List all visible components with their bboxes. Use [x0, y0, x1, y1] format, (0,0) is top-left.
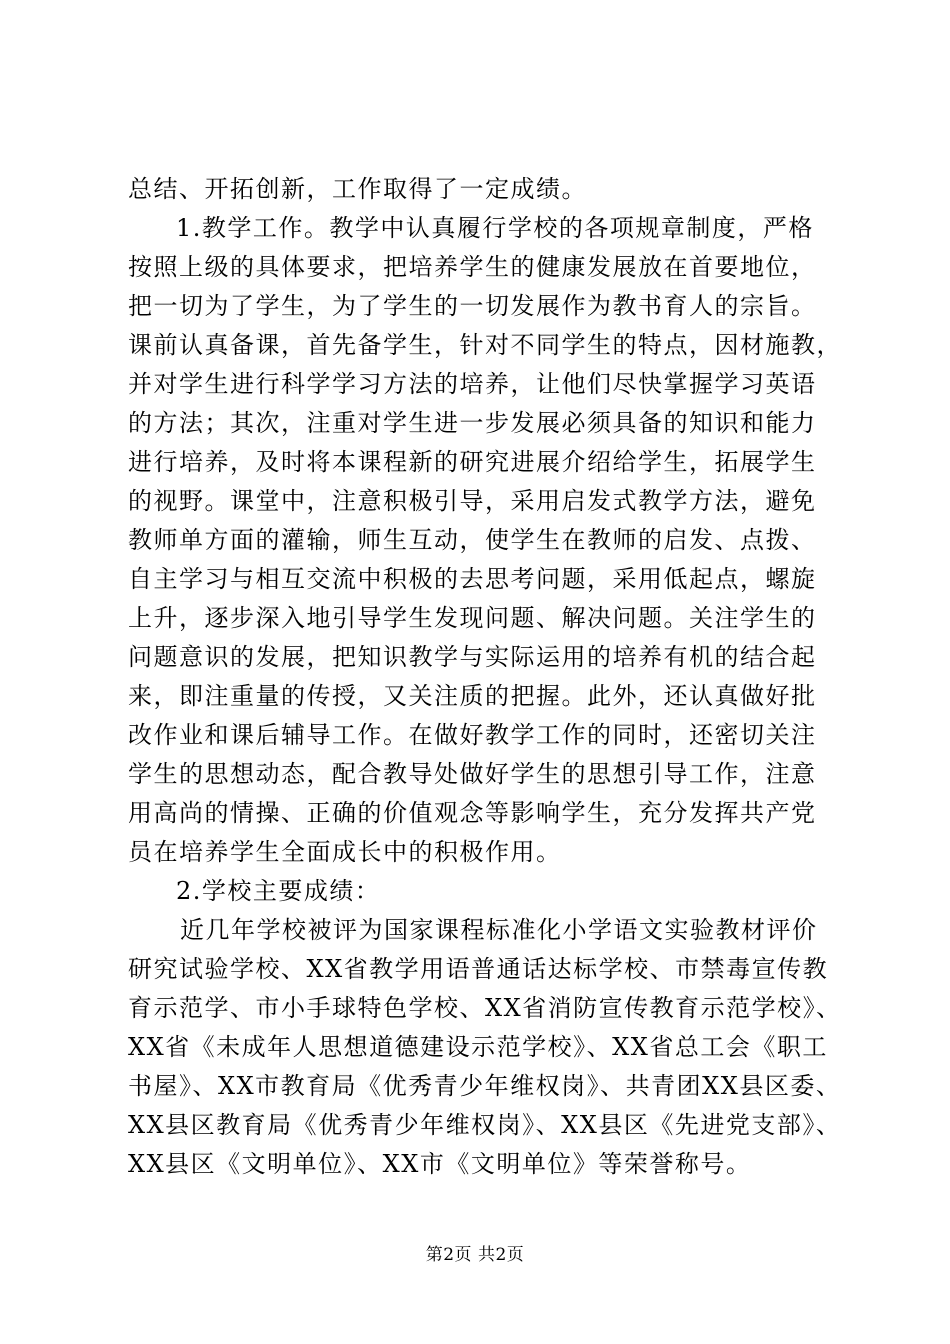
text-line: 把一切为了学生，为了学生的一切发展作为教书育人的宗旨。 [128, 292, 817, 320]
text-line: 来，即注重量的传授，又关注质的把握。此外，还认真做好批 [128, 682, 817, 710]
page-number-footer: 第2页 共2页 [425, 1245, 525, 1265]
text-line: XX县区教育局《优秀青少年维权岗》、XX县区《先进党支部》、 [128, 1111, 842, 1139]
text-line: 学生的思想动态，配合教导处做好学生的思想引导工作，注意 [128, 760, 817, 788]
text-line: 1.教学工作。教学中认真履行学校的各项规章制度，严格 [176, 214, 814, 242]
text-line: 书屋》、XX市教育局《优秀青少年维权岗》、共青团XX县区委、 [128, 1072, 842, 1100]
text-line: 育示范学、市小手球特色学校、XX省消防宣传教育示范学校》、 [128, 994, 842, 1022]
text-line: 研究试验学校、XX省教学用语普通话达标学校、市禁毒宣传教 [128, 955, 829, 983]
text-line: 自主学习与相互交流中积极的去思考问题，采用低起点，螺旋 [128, 565, 817, 593]
text-line: 员在培养学生全面成长中的积极作用。 [128, 838, 562, 866]
text-line: 课前认真备课，首先备学生，针对不同学生的特点，因材施教， [128, 331, 842, 359]
text-line: 按照上级的具体要求，把培养学生的健康发展放在首要地位， [128, 253, 817, 281]
text-line: 并对学生进行科学学习方法的培养，让他们尽快掌握学习英语 [128, 370, 817, 398]
text-line: 上升，逐步深入地引导学生发现问题、解决问题。关注学生的 [128, 604, 817, 632]
text-line: 进行培养，及时将本课程新的研究进展介绍给学生，拓展学生 [128, 448, 817, 476]
text-line: 的方法；其次，注重对学生进一步发展必须具备的知识和能力 [128, 409, 817, 437]
body-text [128, 170, 858, 1184]
text-line: 的视野。课堂中，注意积极引导，采用启发式教学方法，避免 [128, 487, 817, 515]
text-line: XX县区《文明单位》、XX市《文明单位》等荣誉称号。 [128, 1150, 752, 1178]
text-line: XX省《未成年人思想道德建设示范学校》、XX省总工会《职工 [128, 1033, 828, 1061]
text-line: 用高尚的情操、正确的价值观念等影响学生，充分发挥共产党 [128, 799, 817, 827]
text-line: 问题意识的发展，把知识教学与实际运用的培养有机的结合起 [128, 643, 817, 671]
section-heading: 2.学校主要成绩： [176, 877, 381, 905]
text-line: 改作业和课后辅导工作。在做好教学工作的同时，还密切关注 [128, 721, 817, 749]
text-line: 近几年学校被评为国家课程标准化小学语文实验教材评价 [180, 916, 818, 944]
text-line: 总结、开拓创新，工作取得了一定成绩。 [128, 175, 587, 203]
text-line: 教师单方面的灌输，师生互动，使学生在教师的启发、点拨、 [128, 526, 817, 554]
